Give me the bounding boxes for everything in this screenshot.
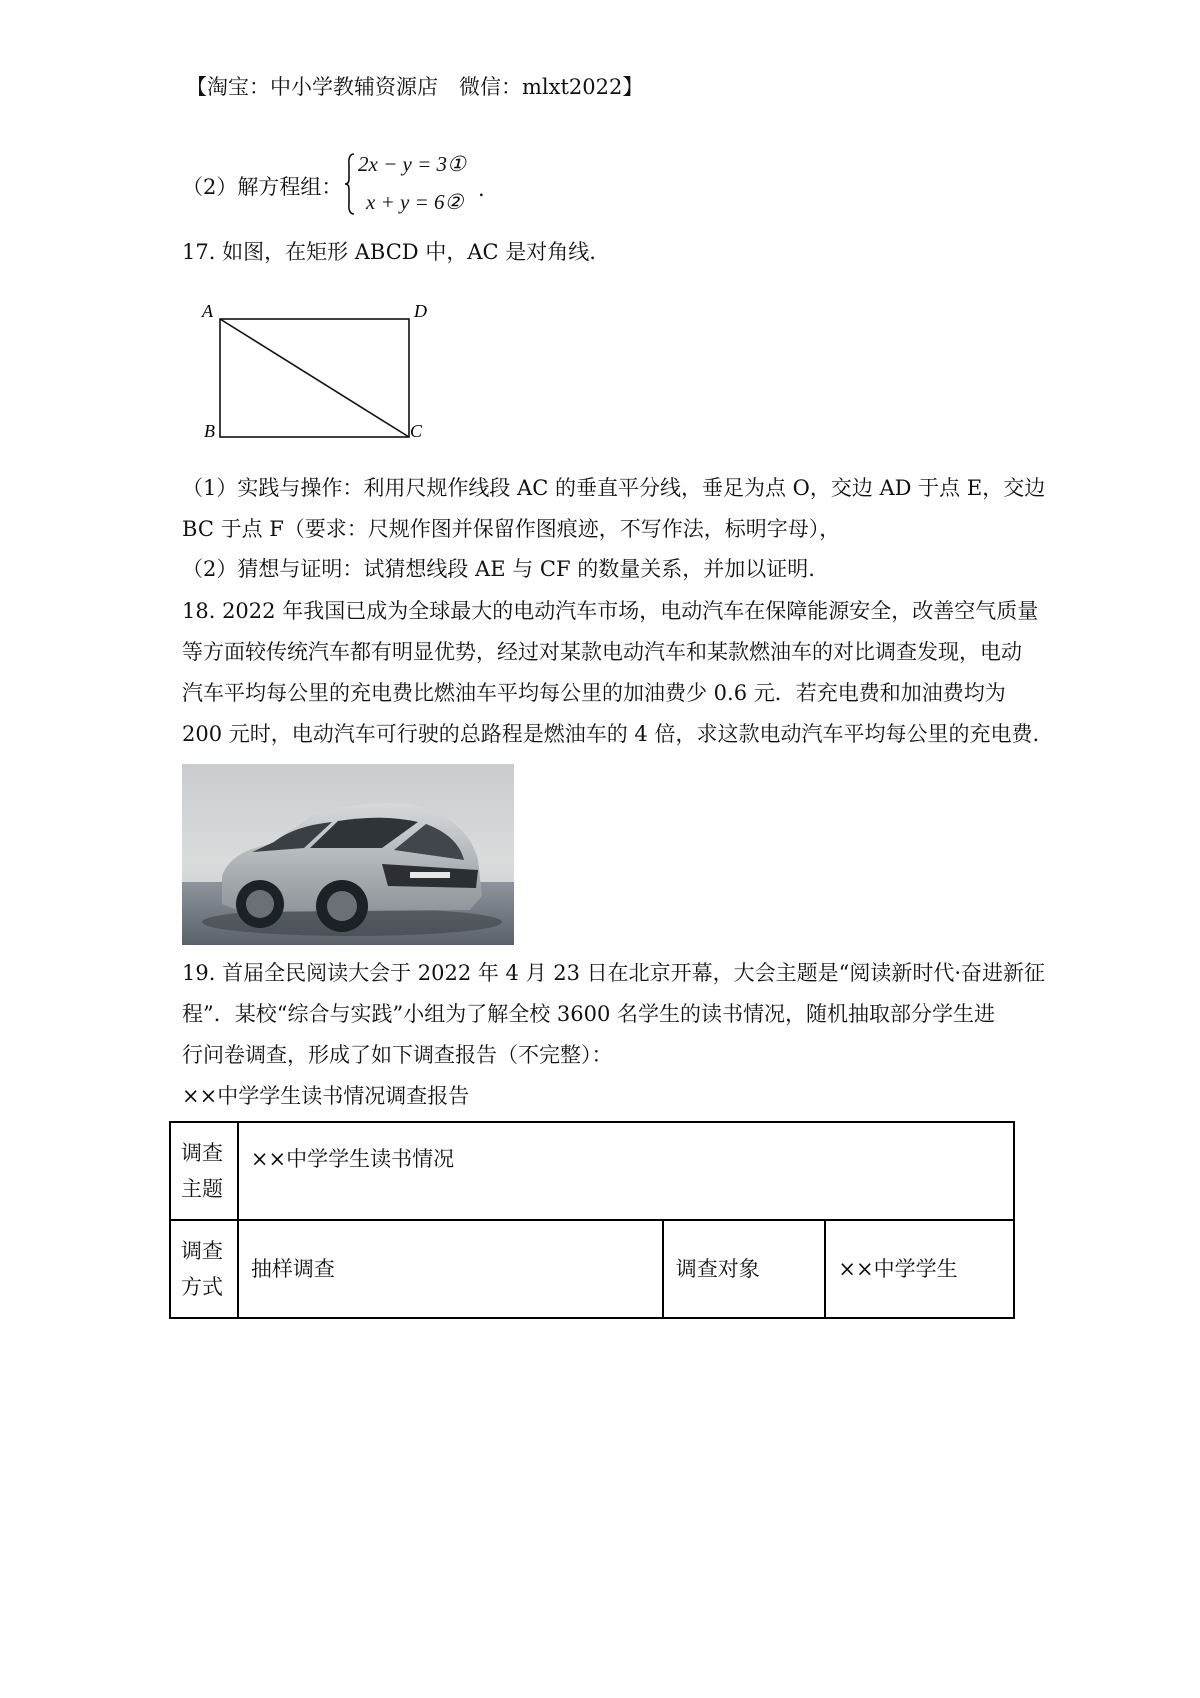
survey-report-table (169, 1121, 1015, 1319)
watermark-header: 【淘宝：中小学教辅资源店 微信：mlxt2022】 (186, 75, 644, 99)
survey-topic-label-line2: 主题 (181, 1177, 223, 1201)
q19-line-1: 19. 首届全民阅读大会于 2022 年 4 月 23 日在北京开幕，大会主题是“阅读新时代·奋进新征 (182, 961, 1046, 985)
survey-object-value: ××中学学生 (825, 1220, 1014, 1318)
electric-car-photo (182, 764, 514, 945)
q19-line-2: 程”．某校“综合与实践”小组为了解全校 3600 名学生的读书情况，随机抽取部分学生进 (182, 1002, 995, 1026)
vertex-label-a: A (202, 301, 213, 321)
q19-line-3: 行问卷调查，形成了如下调查报告（不完整）： (182, 1043, 613, 1067)
q17-stem: 17. 如图，在矩形 ABCD 中，AC 是对角线. (182, 240, 596, 264)
q18-line-1: 18. 2022 年我国已成为全球最大的电动汽车市场，电动汽车在保障能源安全，改善空气质量 (182, 599, 1039, 623)
vertex-label-c: C (410, 421, 423, 441)
q18-line-2: 等方面较传统汽车都有明显优势，经过对某款电动汽车和某款燃油车的对比调查发现，电动 (182, 640, 1022, 664)
survey-method-label-line2: 方式 (181, 1275, 223, 1299)
survey-topic-value: ××中学学生读书情况 (238, 1122, 1014, 1220)
table-row (170, 1220, 1014, 1318)
vertex-label-b: B (204, 421, 215, 441)
equation-1: 2x − y = 3① (358, 152, 466, 176)
report-title: ××中学学生读书情况调查报告 (182, 1084, 470, 1108)
table-row (170, 1122, 1014, 1220)
survey-topic-label-line1: 调查 (181, 1141, 223, 1165)
vertex-label-d: D (414, 301, 427, 321)
q17-part1-line1: （1）实践与操作：利用尺规作线段 AC 的垂直平分线，垂足为点 O，交边 AD 于点 E，交边 (182, 476, 1046, 500)
system-brace (345, 153, 355, 215)
survey-topic-label (170, 1122, 238, 1220)
rectangle-abcd-figure (190, 295, 440, 445)
survey-method-label-line1: 调查 (181, 1239, 223, 1263)
q17-part2: （2）猜想与证明：试猜想线段 AE 与 CF 的数量关系，并加以证明. (182, 557, 815, 581)
survey-method-value: 抽样调查 (238, 1220, 663, 1318)
q16-suffix: . (478, 177, 485, 201)
q18-line-3: 汽车平均每公里的充电费比燃油车平均每公里的加油费少 0.6 元．若充电费和加油费均为 (182, 681, 1006, 705)
q16-prefix: （2）解方程组： (182, 175, 343, 199)
q18-line-4: 200 元时，电动汽车可行驶的总路程是燃油车的 4 倍，求这款电动汽车平均每公里的充电费. (182, 722, 1040, 746)
diagonal-ac (220, 319, 409, 437)
q17-part1-line2: BC 于点 F（要求：尺规作图并保留作图痕迹，不写作法，标明字母）， (182, 517, 841, 541)
survey-method-label (170, 1220, 238, 1318)
equation-2: x + y = 6② (366, 190, 464, 214)
survey-object-label: 调查对象 (663, 1220, 826, 1318)
